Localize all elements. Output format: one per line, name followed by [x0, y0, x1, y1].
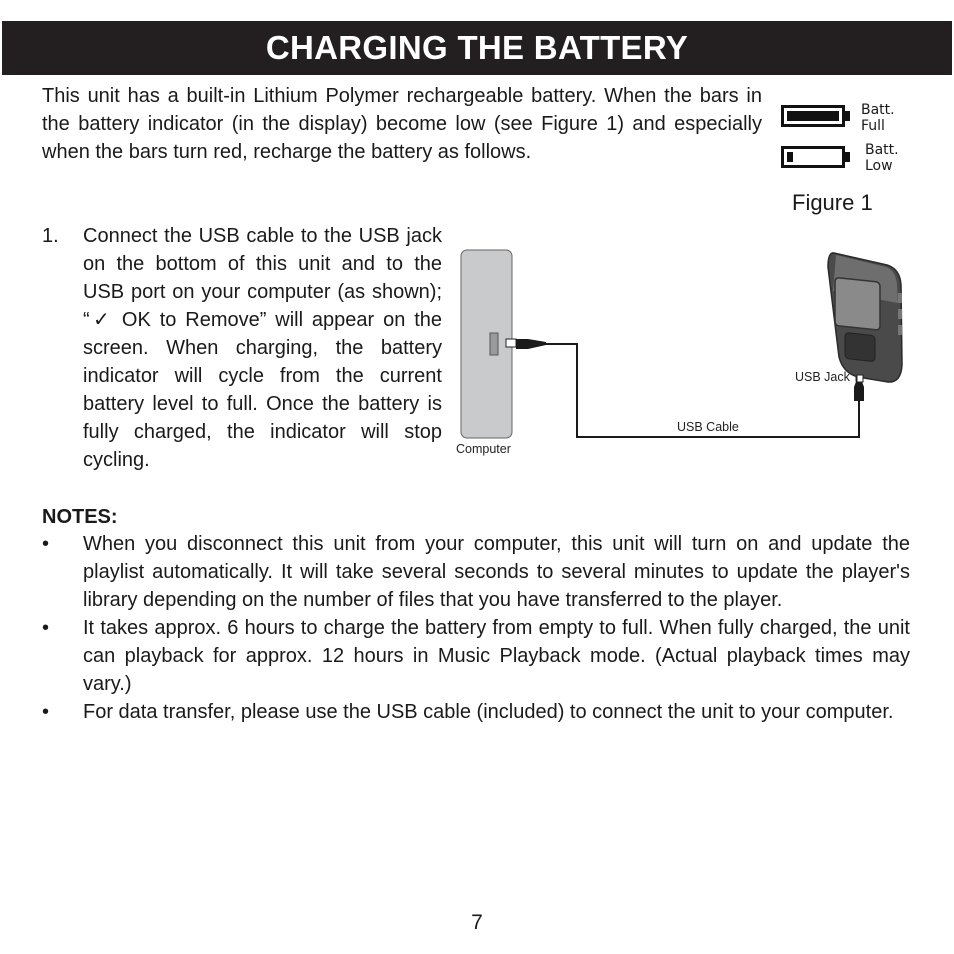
battery-low-fill [787, 152, 793, 162]
battery-low-tip [845, 152, 850, 162]
battery-low-row [778, 142, 928, 178]
note-text: When you disconnect this unit from your computer, this unit will turn on and update the playlist automatically. It will take several seconds to several minutes to update the player's library depending on the number of files that you have transferred to the player. [83, 533, 910, 611]
battery-full-label-line2: Full [861, 118, 885, 134]
battery-low-label [865, 142, 899, 174]
battery-low-label-line2: Low [865, 158, 893, 174]
step-number: 1. [42, 225, 59, 247]
battery-full-row [778, 102, 928, 138]
step-text: Connect the USB cable to the USB jack on the bottom of this unit and to the USB port on your computer (as shown); “✓ OK to Remove” will appear on the screen. When charging, the battery indicator will cycle from the current battery level to full. Once the battery is fully charged, the indicator will stop cycling. [83, 225, 442, 471]
usb-plug-computer-body [516, 339, 546, 349]
battery-full-icon [781, 105, 845, 127]
mp3-player [828, 253, 902, 382]
note-text: For data transfer, please use the USB cable (included) to connect the unit to your computer. [83, 701, 894, 723]
battery-full-tip [845, 111, 850, 121]
usb-jack-marker [857, 375, 863, 382]
step-1 [42, 222, 442, 474]
note-item [42, 698, 910, 726]
header-bar [2, 21, 952, 75]
usb-connection-diagram [450, 245, 910, 465]
bullet-icon: • [42, 533, 50, 555]
page-title: CHARGING THE BATTERY [265, 29, 689, 66]
usb-cable-label: USB Cable [677, 420, 739, 434]
intro-paragraph: This unit has a built-in Lithium Polymer rechargeable battery. When the bars in the battery indicator (in the display) become low (see Figure 1) and especially when the bars turn red, recharge the battery as follows. [42, 85, 762, 163]
note-item [42, 614, 910, 698]
computer-label: Computer [456, 442, 511, 456]
battery-low-icon [781, 146, 845, 168]
note-text: It takes approx. 6 hours to charge the battery from empty to full. When fully charged, the unit can playback for approx. 12 hours in Music Playback mode. (Actual playback times may vary.) [83, 617, 910, 695]
notes-list [42, 530, 910, 726]
battery-full-label-line1: Batt. [861, 102, 895, 118]
computer-usb-port [490, 333, 498, 355]
computer-tower [461, 250, 512, 438]
battery-full-label [861, 102, 895, 134]
battery-full-fill [787, 111, 839, 121]
note-item [42, 530, 910, 614]
usb-jack-label: USB Jack [795, 370, 850, 384]
bullet-icon: • [42, 617, 50, 639]
battery-low-label-line1: Batt. [865, 142, 899, 158]
usb-plug-computer-end [506, 339, 516, 347]
bullet-icon: • [42, 701, 50, 723]
notes-title: NOTES: [42, 506, 118, 528]
figure-caption: Figure 1 [792, 190, 873, 215]
page-number: 7 [471, 911, 483, 934]
